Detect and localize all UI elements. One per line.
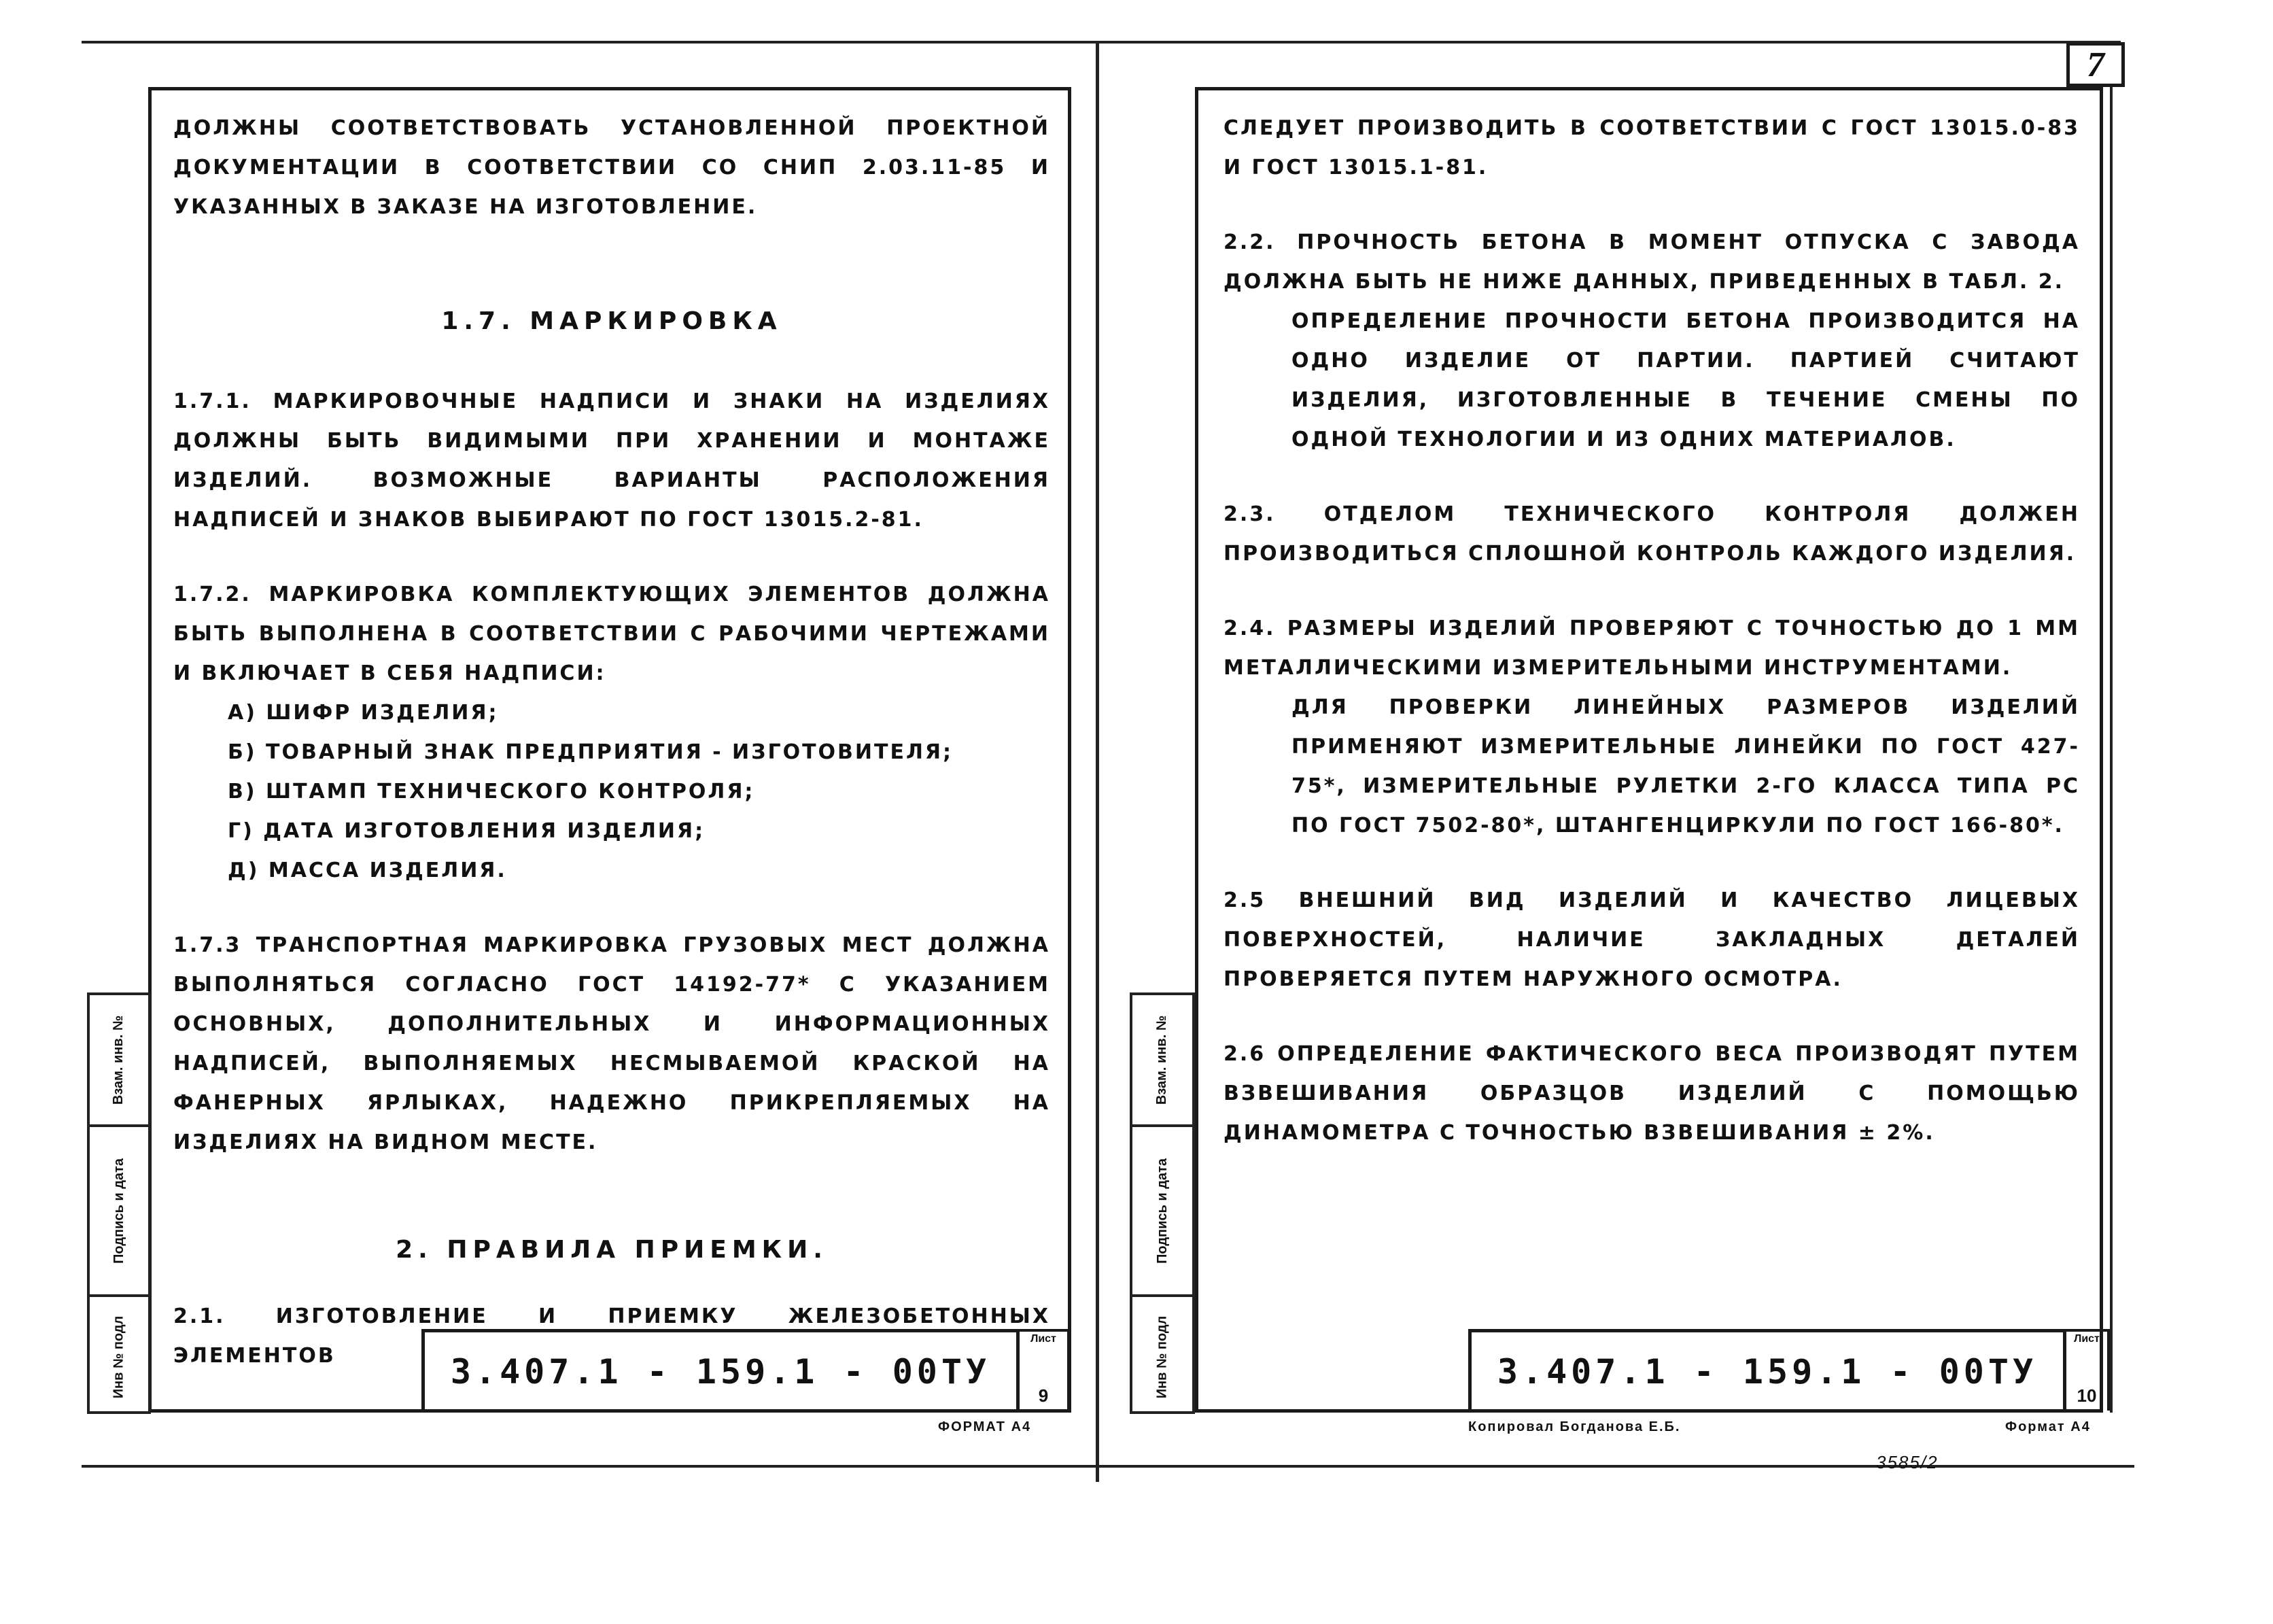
paragraph-2-5: 2.5 ВНЕШНИЙ ВИД ИЗДЕЛИЙ И КАЧЕСТВО ЛИЦЕВЫХ ПОВЕРХНОСТЕЙ, НАЛИЧИЕ ЗАКЛАДНЫХ ДЕТАЛЕЙ ПРОВЕРЯЕТСЯ ПУТЕМ НАРУЖНОГО ОСМОТРА. [1224, 888, 2080, 991]
page-number-badge: 7 [2066, 42, 2125, 87]
sidebar-cell-sign: Подпись и дата [1132, 1124, 1192, 1294]
left-page-text [173, 109, 1050, 1376]
paragraph-1-7-1: 1.7.1. МАРКИРОВОЧНЫЕ НАДПИСИ И ЗНАКИ НА ИЗДЕЛИЯХ ДОЛЖНЫ БЫТЬ ВИДИМЫМИ ПРИ ХРАНЕНИИ И МОНТАЖЕ ИЗДЕЛИЙ. ВОЗМОЖНЫЕ ВАРИАНТЫ РАСПОЛОЖЕНИЯ НАДПИСЕЙ И ЗНАКОВ ВЫБИРАЮТ ПО ГОСТ 13015.2-81. [173, 390, 1050, 532]
sidebar-cell-replace: Взам. инв. № [1154, 1015, 1170, 1105]
left-title-block [421, 1329, 1020, 1411]
paragraph-2-4: 2.4. РАЗМЕРЫ ИЗДЕЛИЙ ПРОВЕРЯЮТ С ТОЧНОСТЬЮ ДО 1 ММ МЕТАЛЛИЧЕСКИМИ ИЗМЕРИТЕЛЬНЫМИ ИНСТРУМЕНТАМИ. [1224, 617, 2080, 680]
right-title-block [1468, 1329, 2066, 1411]
section-heading-1-7: 1.7. МАРКИРОВКА [441, 307, 782, 335]
sheet-number: 9 [1038, 1385, 1049, 1406]
paragraph-intro: ДОЛЖНЫ СООТВЕТСТВОВАТЬ УСТАНОВЛЕННОЙ ПРОЕКТНОЙ ДОКУМЕНТАЦИИ В СООТВЕТСТВИИ СО СНИП 2.03.11-85 И УКАЗАННЫХ В ЗАКАЗЕ НА ИЗГОТОВЛЕНИЕ. [173, 116, 1050, 219]
section-heading-2: 2. ПРАВИЛА ПРИЕМКИ. [396, 1236, 828, 1264]
sheet-label: Лист [1030, 1333, 1056, 1345]
document-code: 3.407.1 - 159.1 - 00ТУ [450, 1351, 991, 1392]
paragraph-2-6: 2.6 ОПРЕДЕЛЕНИЕ ФАКТИЧЕСКОГО ВЕСА ПРОИЗВОДЯТ ПУТЕМ ВЗВЕШИВАНИЯ ОБРАЗЦОВ ИЗДЕЛИЙ С ПОМОЩЬЮ ДИНАМОМЕТРА С ТОЧНОСТЬЮ ВЗВЕШИВАНИЯ ± 2%. [1224, 1042, 2080, 1145]
sidebar-cell-inv: Инв № подл [1132, 1294, 1192, 1417]
left-footer-format: ФОРМАТ А4 [938, 1419, 1032, 1434]
right-outer-rule [2110, 87, 2113, 1413]
list-item: В) ШТАМП ТЕХНИЧЕСКОГО КОНТРОЛЯ; [228, 780, 755, 804]
paragraph-continuation: СЛЕДУЕТ ПРОИЗВОДИТЬ В СООТВЕТСТВИИ С ГОСТ 13015.0-83 И ГОСТ 13015.1-81. [1224, 116, 2080, 179]
right-title-sidebar [1130, 992, 1195, 1414]
sheet-number: 10 [2077, 1385, 2097, 1406]
right-footer-format: Формат А4 [2005, 1419, 2091, 1434]
top-rule [82, 41, 2121, 44]
paragraph-2-1: 2.1. ИЗГОТОВЛЕНИЕ И ПРИЕМКУ ЖЕЛЕЗОБЕТОННЫХ ЭЛЕМЕНТОВ [173, 1305, 1050, 1368]
sidebar-cell-replace: Взам. инв. № [111, 1015, 126, 1105]
right-page-text [1224, 109, 2080, 1153]
bottom-rule [82, 1465, 2134, 1468]
list-item: Д) МАССА ИЗДЕЛИЯ. [228, 859, 507, 882]
paragraph-2-2: 2.2. ПРОЧНОСТЬ БЕТОНА В МОМЕНТ ОТПУСКА С ЗАВОДА ДОЛЖНА БЫТЬ НЕ НИЖЕ ДАННЫХ, ПРИВЕДЕННЫХ В ТАБЛ. 2. [1224, 230, 2080, 294]
paragraph-2-2b: ОПРЕДЕЛЕНИЕ ПРОЧНОСТИ БЕТОНА ПРОИЗВОДИТСЯ НА ОДНО ИЗДЕЛИЕ ОТ ПАРТИИ. ПАРТИЕЙ СЧИТАЮТ ИЗДЕЛИЯ, ИЗГОТОВЛЕННЫЕ В ТЕЧЕНИЕ СМЕНЫ ПО ОДНОЙ ТЕХНОЛОГИИ И ИЗ ОДНИХ МАТЕРИАЛОВ. [1291, 309, 2080, 451]
left-title-sidebar [87, 992, 151, 1414]
right-sheet-box [2064, 1329, 2110, 1411]
left-sheet-box [1017, 1329, 1070, 1411]
archive-number: 3585/2 [1876, 1452, 1939, 1472]
right-footer-copied: Копировал Богданова Е.Б. [1468, 1419, 1681, 1434]
sidebar-cell-inv: Инв № подл [90, 1294, 148, 1417]
center-fold [1096, 41, 1099, 1482]
paragraph-1-7-2: 1.7.2. МАРКИРОВКА КОМПЛЕКТУЮЩИХ ЭЛЕМЕНТОВ ДОЛЖНА БЫТЬ ВЫПОЛНЕНА В СООТВЕТСТВИИ С РАБОЧИМИ ЧЕРТЕЖАМИ И ВКЛЮЧАЕТ В СЕБЯ НАДПИСИ: [173, 583, 1050, 685]
document-code: 3.407.1 - 159.1 - 00ТУ [1497, 1351, 2038, 1392]
list-item: Г) ДАТА ИЗГОТОВЛЕНИЯ ИЗДЕЛИЯ; [228, 819, 706, 843]
sidebar-cell-sign: Подпись и дата [90, 1124, 148, 1294]
paragraph-2-4b: ДЛЯ ПРОВЕРКИ ЛИНЕЙНЫХ РАЗМЕРОВ ИЗДЕЛИЙ ПРИМЕНЯЮТ ИЗМЕРИТЕЛЬНЫЕ ЛИНЕЙКИ ПО ГОСТ 427-75*, ИЗМЕРИТЕЛЬНЫЕ РУЛЕТКИ 2-ГО КЛАССА ТИПА РС ПО ГОСТ 7502-80*, ШТАНГЕНЦИРКУЛИ ПО ГОСТ 166-80*. [1291, 695, 2080, 837]
paragraph-1-7-3: 1.7.3 ТРАНСПОРТНАЯ МАРКИРОВКА ГРУЗОВЫХ МЕСТ ДОЛЖНА ВЫПОЛНЯТЬСЯ СОГЛАСНО ГОСТ 14192-77* С УКАЗАНИЕМ ОСНОВНЫХ, ДОПОЛНИТЕЛЬНЫХ И ИНФОРМАЦИОННЫХ НАДПИСЕЙ, ВЫПОЛНЯЕМЫХ НЕСМЫВАЕМОЙ КРАСКОЙ НА ФАНЕРНЫХ ЯРЛЫКАХ, НАДЕЖНО ПРИКРЕПЛЯЕМЫХ НА ИЗДЕЛИЯХ НА ВИДНОМ МЕСТЕ. [173, 933, 1050, 1154]
sheet-label: Лист [2074, 1333, 2100, 1345]
list-item: А) ШИФР ИЗДЕЛИЯ; [228, 701, 499, 725]
paragraph-2-3: 2.3. ОТДЕЛОМ ТЕХНИЧЕСКОГО КОНТРОЛЯ ДОЛЖЕН ПРОИЗВОДИТЬСЯ СПЛОШНОЙ КОНТРОЛЬ КАЖДОГО ИЗДЕЛИЯ. [1224, 502, 2080, 566]
list-item: Б) ТОВАРНЫЙ ЗНАК ПРЕДПРИЯТИЯ - ИЗГОТОВИТЕЛЯ; [228, 740, 953, 764]
